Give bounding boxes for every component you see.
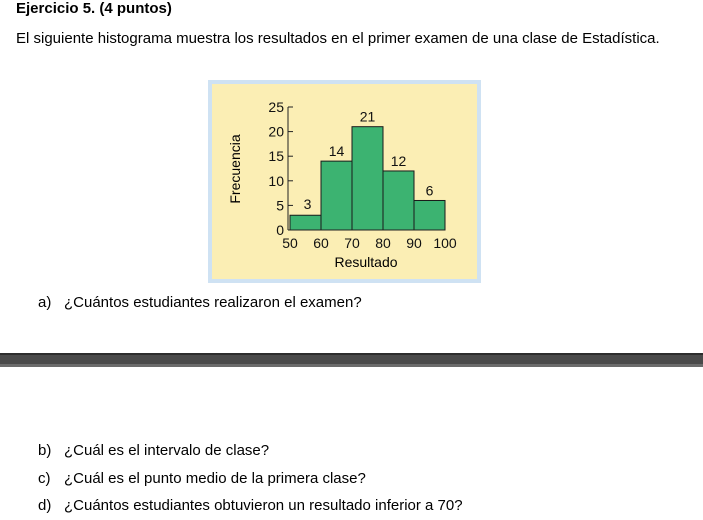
x-tick-label: 70 <box>344 235 360 251</box>
bar-value-label: 21 <box>359 108 376 125</box>
y-tick-label: 25 <box>268 99 284 115</box>
question-text: ¿Cuántos estudiantes realizaron el examen? <box>64 294 362 311</box>
histogram-bar <box>290 215 321 230</box>
histogram-bar <box>414 200 445 230</box>
y-tick-label: 0 <box>276 222 284 238</box>
bar-value-label: 3 <box>303 196 312 213</box>
question-letter: b) <box>38 442 52 459</box>
y-tick-label: 20 <box>268 123 284 140</box>
question-letter: d) <box>38 497 52 514</box>
bar-value-label: 6 <box>425 182 434 199</box>
histogram-bar <box>352 127 383 230</box>
y-tick-label: 15 <box>268 148 284 165</box>
question-letter: c) <box>38 470 51 487</box>
y-tick-label: 5 <box>276 197 284 214</box>
x-tick-label: 60 <box>313 235 329 251</box>
bar-value-label: 14 <box>328 143 345 160</box>
x-tick-label: 100 <box>433 235 457 251</box>
histogram-chart <box>212 84 477 279</box>
x-tick-label: 80 <box>375 235 391 251</box>
exercise-intro: El siguiente histograma muestra los resultados en el primer examen de una clase de Estadística. <box>16 30 660 47</box>
bar-value-label: 12 <box>390 152 407 169</box>
question-b <box>38 442 269 459</box>
histogram-figure <box>208 80 481 283</box>
y-tick-label: 10 <box>268 172 284 189</box>
x-tick-label: 90 <box>406 235 422 251</box>
question-c <box>38 470 366 487</box>
exercise-heading: Ejercicio 5. (4 puntos) <box>16 0 172 17</box>
histogram-bar <box>321 161 352 230</box>
question-d <box>38 497 463 514</box>
question-text: ¿Cuál es el intervalo de clase? <box>64 442 270 459</box>
histogram-bar <box>383 171 414 230</box>
x-tick-label: 50 <box>282 235 298 251</box>
question-a <box>38 294 362 311</box>
y-axis-title: Frecuencia <box>227 134 243 204</box>
question-text: ¿Cuántos estudiantes obtuvieron un resultado inferior a 70? <box>64 497 463 514</box>
page-separator <box>0 353 703 367</box>
question-text: ¿Cuál es el punto medio de la primera clase? <box>64 470 366 487</box>
question-letter: a) <box>38 294 52 311</box>
x-axis-title: Resultado <box>334 254 398 270</box>
